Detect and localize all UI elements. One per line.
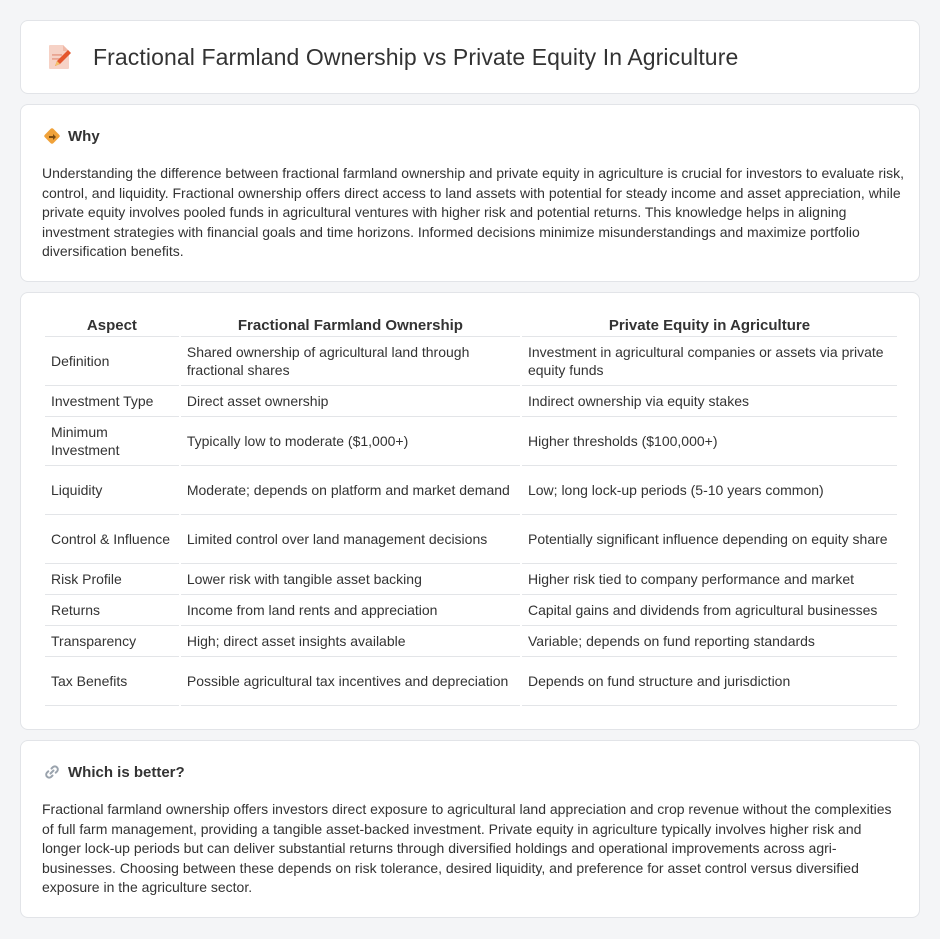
aspect-cell: Definition <box>45 337 179 386</box>
link-icon <box>43 763 61 781</box>
aspect-cell: Investment Type <box>45 386 179 417</box>
comparison-section <box>20 292 920 730</box>
why-section <box>20 104 920 282</box>
private-equity-cell: Higher risk tied to company performance and market <box>522 564 897 595</box>
which-is-better-heading: Which is better? <box>68 763 185 781</box>
fractional-cell: Direct asset ownership <box>181 386 520 417</box>
header-fractional: Fractional Farmland Ownership <box>181 315 520 337</box>
aspect-cell: Control & Influence <box>45 515 179 564</box>
fractional-cell: Possible agricultural tax incentives and depreciation <box>181 657 520 706</box>
fractional-cell: Lower risk with tangible asset backing <box>181 564 520 595</box>
header-aspect: Aspect <box>45 315 179 337</box>
private-equity-cell: Depends on fund structure and jurisdiction <box>522 657 897 706</box>
which-is-better-text: Fractional farmland ownership offers investors direct exposure to agricultural land appreciation and crop revenue without the complexities of full farm management, providing a tangible asset-backed investment. Private equity in agriculture typically involves higher risk and longer lock-up periods but can deliver substantial returns through diversified holdings and operational improvements across agri-businesses. Choosing between these depends on risk tolerance, desired liquidity, and preference for asset control versus diversified exposure in the agriculture sector. <box>42 801 892 895</box>
aspect-cell: Returns <box>45 595 179 626</box>
fractional-cell: Income from land rents and appreciation <box>181 595 520 626</box>
aspect-cell: Tax Benefits <box>45 657 179 706</box>
title-card <box>20 20 920 94</box>
fractional-cell: High; direct asset insights available <box>181 626 520 657</box>
aspect-cell: Liquidity <box>45 466 179 515</box>
fractional-cell: Limited control over land management decisions <box>181 515 520 564</box>
table-row <box>45 515 897 564</box>
table-row <box>45 466 897 515</box>
table-row <box>45 595 897 626</box>
document-pencil-icon <box>47 43 73 71</box>
fractional-cell: Shared ownership of agricultural land through fractional shares <box>181 337 520 386</box>
private-equity-cell: Higher thresholds ($100,000+) <box>522 417 897 466</box>
fractional-cell: Typically low to moderate ($1,000+) <box>181 417 520 466</box>
table-row <box>45 417 897 466</box>
header-private-equity: Private Equity in Agriculture <box>522 315 897 337</box>
table-row <box>45 564 897 595</box>
page-title: Fractional Farmland Ownership vs Private Equity In Agriculture <box>93 43 739 70</box>
private-equity-cell: Low; long lock-up periods (5-10 years common) <box>522 466 897 515</box>
why-heading: Why <box>68 127 100 145</box>
fractional-cell: Moderate; depends on platform and market demand <box>181 466 520 515</box>
private-equity-cell: Variable; depends on fund reporting standards <box>522 626 897 657</box>
why-text: Understanding the difference between fractional farmland ownership and private equity in agriculture is crucial for investors to evaluate risk, control, and liquidity. Fractional ownership offers direct access to land assets with potential for steady income and asset appreciation, while private equity involves pooled funds in agricultural ventures with higher risk and potential returns. This knowledge helps in aligning investment strategies with financial goals and time horizons. Informed decisions minimize misunderstandings and maximize portfolio diversification benefits. <box>42 165 904 259</box>
table-row <box>45 626 897 657</box>
private-equity-cell: Capital gains and dividends from agricultural businesses <box>522 595 897 626</box>
aspect-cell: Minimum Investment <box>45 417 179 466</box>
table-row <box>45 386 897 417</box>
private-equity-cell: Potentially significant influence depending on equity share <box>522 515 897 564</box>
private-equity-cell: Investment in agricultural companies or assets via private equity funds <box>522 337 897 386</box>
private-equity-cell: Indirect ownership via equity stakes <box>522 386 897 417</box>
which-is-better-section <box>20 740 920 918</box>
aspect-cell: Risk Profile <box>45 564 179 595</box>
comparison-table <box>43 315 899 706</box>
table-row <box>45 337 897 386</box>
table-row <box>45 657 897 706</box>
diamond-direction-icon <box>43 127 61 145</box>
table-header-row <box>45 315 897 337</box>
aspect-cell: Transparency <box>45 626 179 657</box>
